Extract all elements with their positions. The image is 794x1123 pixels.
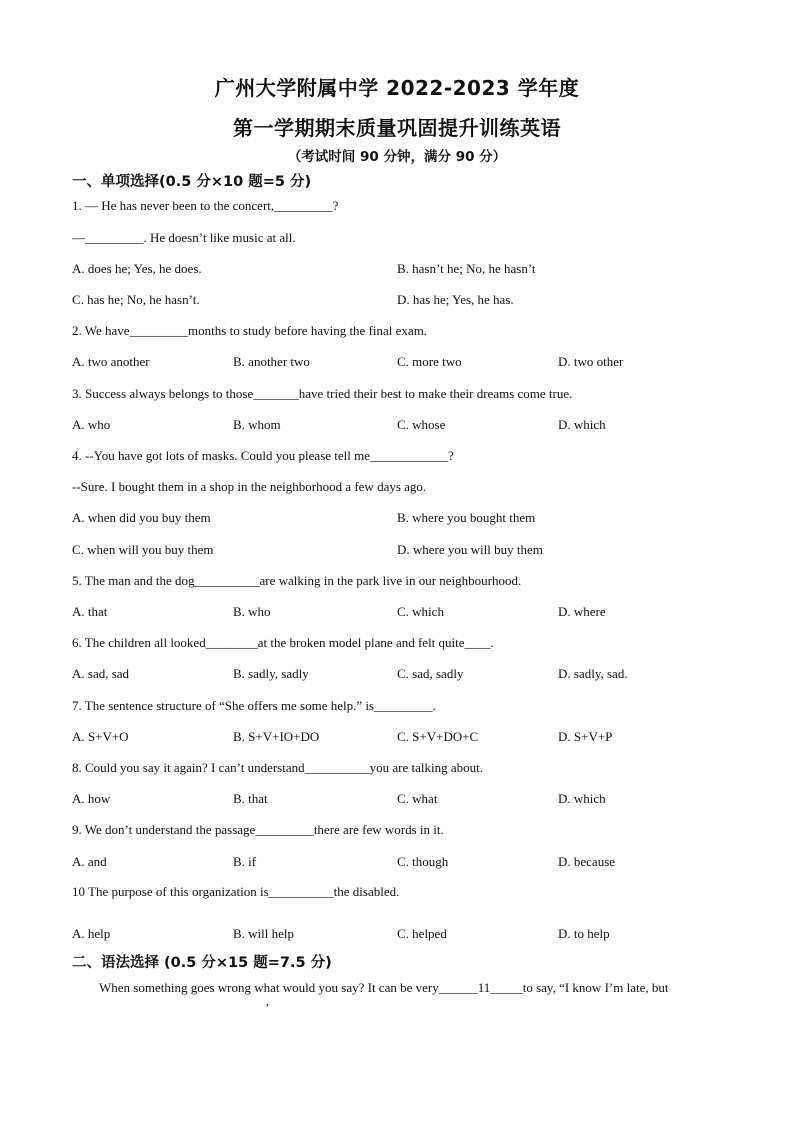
question-3-option-d: D. which <box>558 417 606 432</box>
question-4-option-b: B. where you bought them <box>397 510 536 525</box>
question-10-stem: 10 The purpose of this organization is__________the disabled. <box>72 884 400 899</box>
question-1-option-b: B. hasn’t he; No, he hasn’t <box>397 261 536 276</box>
question-6-option-c: C. sad, sadly <box>397 666 464 681</box>
question-7-option-b: B. S+V+IO+DO <box>233 729 320 744</box>
question-6-option-a: A. sad, sad <box>72 666 130 681</box>
question-5-option-d: D. where <box>558 604 606 619</box>
question-8-option-a: A. how <box>72 791 111 806</box>
question-6-option-b: B. sadly, sadly <box>233 666 309 681</box>
question-4-option-c: C. when will you buy them <box>72 542 214 557</box>
question-9-option-a: A. and <box>72 854 107 869</box>
question-4-line-2: --Sure. I bought them in a shop in the neighborhood a few days ago. <box>72 479 427 494</box>
question-1-option-d: D. has he; Yes, he has. <box>397 292 514 307</box>
question-2-option-b: B. another two <box>233 354 310 369</box>
question-1-option-a: A. does he; Yes, he does. <box>72 261 202 276</box>
exam-title-subject: 第一学期期末质量巩固提升训练英语 <box>233 116 561 140</box>
question-5-option-a: A. that <box>72 604 108 619</box>
passage-first-line: When something goes wrong what would you say? It can be very______11_____to say, “I know I’m late, but <box>99 980 669 995</box>
question-1-line-2: —_________. He doesn’t like music at all. <box>72 230 296 245</box>
question-2-option-a: A. two another <box>72 354 150 369</box>
question-5-option-c: C. which <box>397 604 444 619</box>
question-10-option-d: D. to help <box>558 926 610 941</box>
question-6-option-d: D. sadly, sad. <box>558 666 628 681</box>
question-6-stem: 6. The children all looked________at the broken model plane and felt quite____. <box>72 635 494 650</box>
question-8-option-c: C. what <box>397 791 438 806</box>
question-3-stem: 3. Success always belongs to those_______have tried their best to make their dreams come true. <box>72 386 573 401</box>
question-10-option-a: A. help <box>72 926 111 941</box>
section-heading-single-choice: 一、单项选择(0.5 分×10 题=5 分) <box>72 174 312 190</box>
exam-subtitle: （考试时间 90 分钟，满分 90 分） <box>287 149 507 165</box>
question-3-option-a: A. who <box>72 417 111 432</box>
question-9-stem: 9. We don’t understand the passage_________there are few words in it. <box>72 822 444 837</box>
question-7-option-d: D. S+V+P <box>558 729 613 744</box>
question-8-option-d: D. which <box>558 791 606 806</box>
question-2-option-c: C. more two <box>397 354 462 369</box>
question-5-stem: 5. The man and the dog__________are walking in the park live in our neighbourhood. <box>72 573 522 588</box>
question-8-stem: 8. Could you say it again? I can’t understand__________you are talking about. <box>72 760 483 775</box>
question-1-line-1: 1. — He has never been to the concert,_________? <box>72 198 339 213</box>
question-4-option-d: D. where you will buy them <box>397 542 543 557</box>
question-10-option-c: C. helped <box>397 926 447 941</box>
question-3-option-b: B. whom <box>233 417 281 432</box>
question-4-option-a: A. when did you buy them <box>72 510 211 525</box>
question-4-line-1: 4. --You have got lots of masks. Could you please tell me____________? <box>72 448 454 463</box>
question-3-option-c: C. whose <box>397 417 446 432</box>
question-9-option-c: C. though <box>397 854 449 869</box>
question-9-option-b: B. if <box>233 854 257 869</box>
question-5-option-b: B. who <box>233 604 271 619</box>
question-2-stem: 2. We have_________months to study before having the final exam. <box>72 323 428 338</box>
exam-title-school: 广州大学附属中学 2022-2023 学年度 <box>214 76 580 100</box>
question-7-option-c: C. S+V+DO+C <box>397 729 479 744</box>
question-2-option-d: D. two other <box>558 354 624 369</box>
question-9-option-d: D. because <box>558 854 616 869</box>
question-10-option-b: B. will help <box>233 926 295 941</box>
question-8-option-b: B. that <box>233 791 268 806</box>
section-heading-grammar-choice: 二、语法选择 (0.5 分×15 题=7.5 分) <box>72 955 332 971</box>
question-1-option-c: C. has he; No, he hasn’t. <box>72 292 200 307</box>
stray-comma: , <box>266 994 269 1008</box>
question-7-option-a: A. S+V+O <box>72 729 129 744</box>
question-7-stem: 7. The sentence structure of “She offers me some help.” is_________. <box>72 698 436 713</box>
